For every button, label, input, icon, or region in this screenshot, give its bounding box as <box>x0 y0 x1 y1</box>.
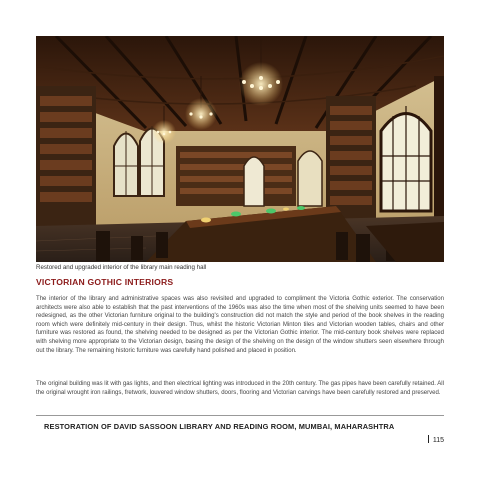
body-paragraph-1: The interior of the library and administrative spaces was also revisited and upgraded to compliment the Victoria Gothic exterior. The conservation architects were also able to establish that the past interventions of the 1960s was also the time when most of the shelving units seemed to have been redesigned, as the other Victorian furniture original to the building's construction did not match the style and period of the book shelves in the reading room which were definitely mid-century in their design. Thus, whilst the historic Victorian Minton tiles and Victorian wooden tables, chairs and other furniture was restored as found, the shelving needed to be designed as per the Victorian Gothic interior. The mid-century book shelves were replaced with shelving more appropriate to the Victorian design, basing the design of the shelving on the design of the window shutters seen elsewhere through out the library. The remaining historic furniture was carefully hand polished and placed in position. <box>36 296 444 354</box>
page-number-divider <box>428 435 429 443</box>
footer-title: RESTORATION OF DAVID SASSOON LIBRARY AND READING ROOM, MUMBAI, MAHARASHTRA <box>44 422 395 431</box>
footer-divider <box>36 415 444 416</box>
body-paragraph-2: The original building was lit with gas lights, and then electrical lighting was introduced in the 20th century. The gas pipes have been carefully retained. All the original wrought iron railings, fretwork, louvered window shutters, doors, flooring and Victorian carvings have been carefully restored and preserved. <box>36 381 444 396</box>
page-number <box>428 435 444 446</box>
page-number-value: 115 <box>432 437 444 444</box>
reading-hall-illustration <box>36 36 444 262</box>
section-heading: VICTORIAN GOTHIC INTERIORS <box>36 277 174 287</box>
photo-caption: Restored and upgraded interior of the library main reading hall <box>36 264 207 271</box>
library-reading-hall-photo <box>36 36 444 262</box>
